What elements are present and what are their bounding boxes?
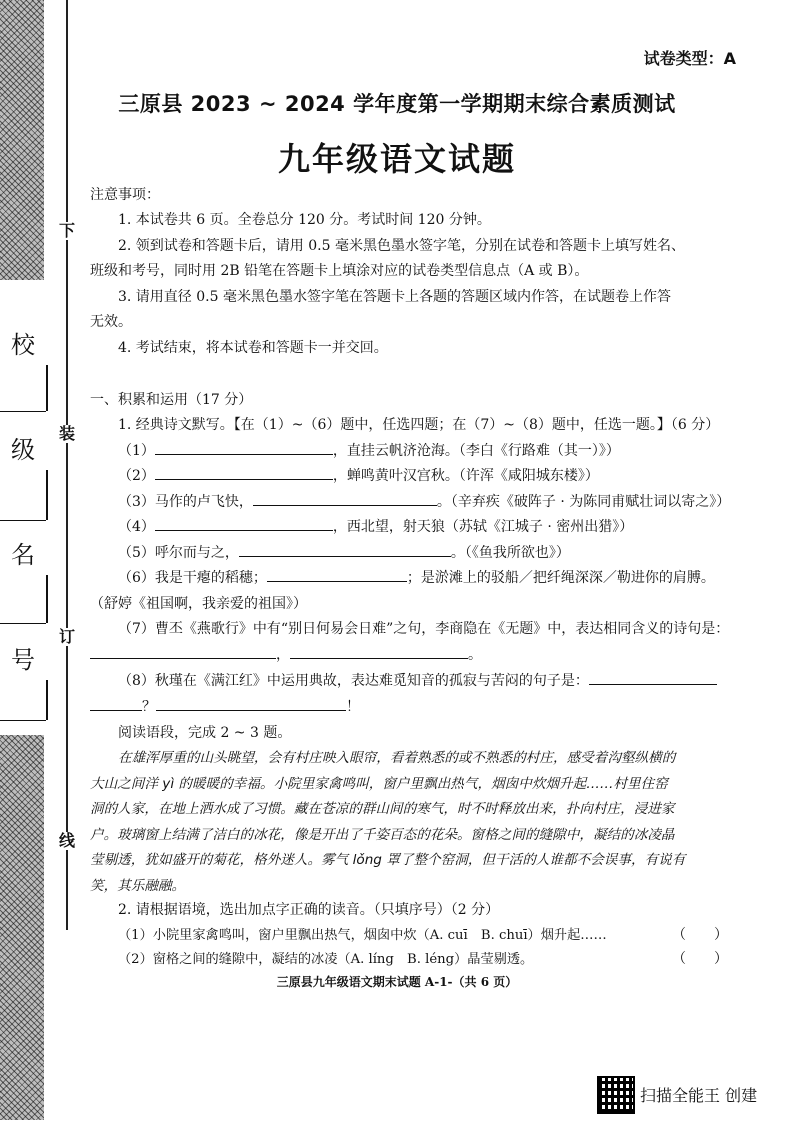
side-field-line [46, 575, 48, 623]
side-field-border [0, 470, 46, 521]
item-text: ，西北望，射天狼（苏轼《江城子 · 密州出猎》） [332, 519, 634, 535]
answer-blank[interactable] [290, 644, 468, 659]
section-heading: 一、积累和运用（17 分） [90, 392, 253, 408]
answer-blank[interactable] [155, 465, 333, 480]
gutter-char-xian: 线 [58, 831, 75, 850]
passage-line: 莹剔透，犹如盛开的菊花，格外迷人。雾气 lǒng 罩了整个窑洞，但干活的人谁都不会误事，有说有 [90, 852, 686, 868]
side-label-school: 校 [11, 331, 35, 359]
q1-item-1 [118, 440, 620, 460]
q1-item-2 [118, 465, 599, 485]
answer-blank[interactable] [155, 516, 333, 531]
passage-line: 洞的人家，在地上洒水成了习惯。藏在苍凉的群山间的寒气，时不时释放出来，扑向村庄，浸进家 [90, 801, 675, 817]
q1-item-6 [118, 567, 715, 587]
item-text: ？ [142, 699, 156, 715]
passage-line: 笑，其乐融融。 [90, 878, 186, 894]
q1-item-5 [118, 542, 570, 562]
answer-blank[interactable] [90, 696, 142, 711]
side-label-class: 级 [11, 436, 35, 464]
note-2b: 班级和考号，同时用 2B 铅笔在答题卡上填涂对应的试卷类型信息点（A 或 B）。 [90, 263, 589, 279]
item-text: （3）马作的卢飞快， [118, 494, 253, 510]
item-number: （2） [118, 468, 155, 484]
gutter-char-ding: 订 [58, 627, 75, 646]
q1-item-8-answer [90, 696, 360, 716]
note-2a: 2. 领到试卷和答题卡后，请用 0.5 毫米黑色墨水签字笔，分别在试卷和答题卡上填写姓名、 [118, 238, 685, 254]
item-text: ，直挂云帆济沧海。（李白《行路难（其一）》） [332, 443, 620, 459]
side-field-border [0, 365, 46, 412]
q1-item-7-answer [90, 644, 482, 664]
item-number: （4） [118, 519, 155, 535]
item-text: 。 [468, 647, 482, 663]
q1-stem: 1. 经典诗文默写。【在（1）~（6）题中，任选四题；在（7）~（8）题中，任选一题。】（6 分） [118, 417, 720, 433]
gutter-char-zhuang: 装 [58, 424, 75, 443]
passage-line: 户。玻璃窗上结满了洁白的冰花，像是开出了千姿百态的花朵。窗格之间的缝隙中，凝结的冰凌晶 [90, 827, 675, 843]
scanner-watermark: 扫描全能王 创建 [640, 1086, 758, 1105]
side-field-line [46, 680, 48, 720]
exam-title: 三原县 2023 ~ 2024 学年度第一学期期末综合素质测试 [118, 92, 676, 116]
note-3b: 无效。 [90, 314, 132, 330]
q2-item-2: （2）窗格之间的缝隙中，凝结的冰凌（A. líng B. léng）晶莹剔透。 [118, 952, 534, 967]
qr-code-icon [597, 1076, 635, 1114]
reading-intro: 阅读语段，完成 2 ~ 3 题。 [118, 725, 292, 741]
side-label-name: 名 [11, 541, 35, 569]
note-1: 1. 本试卷共 6 页。全卷总分 120 分。考试时间 120 分钟。 [118, 212, 491, 228]
note-4: 4. 考试结束，将本试卷和答题卡一并交回。 [118, 340, 388, 356]
notes-heading: 注意事项： [90, 187, 160, 203]
note-3a: 3. 请用直径 0.5 毫米黑色墨水签字笔在答题卡上各题的答题区域内作答，在试题卷上作答 [118, 289, 671, 305]
item-text: ，蝉鸣黄叶汉宫秋。（许浑《咸阳城东楼》） [332, 468, 599, 484]
q1-item-4 [118, 516, 633, 536]
side-field-border [0, 575, 46, 624]
answer-blank[interactable] [253, 491, 437, 506]
item-number: （1） [118, 443, 155, 459]
answer-paren-2[interactable]: （ ） [672, 951, 728, 967]
q1-item-6-source: （舒婷《祖国啊，我亲爱的祖国》） [90, 596, 307, 612]
answer-paren-1[interactable]: （ ） [672, 927, 728, 943]
answer-blank[interactable] [267, 567, 407, 582]
item-text: 。（《鱼我所欲也》） [450, 545, 570, 561]
answer-blank[interactable] [239, 542, 451, 557]
page-footer: 三原县九年级语文期末试题 A-1-（共 6 页） [276, 975, 518, 989]
item-text: ， [276, 647, 290, 663]
q1-item-7: （7）曹丕《燕歌行》中有“别日何易会日难”之句，李商隐在《无题》中，表达相同含义的诗句是： [118, 621, 730, 637]
paper-type: 试卷类型：A [643, 49, 736, 68]
side-field-line [46, 365, 48, 411]
q1-item-8 [118, 670, 717, 690]
q2-item-1: （1）小院里家禽鸣叫，窗户里飘出热气，烟囱中炊（A. cuī B. chuī）烟升起…… [118, 928, 607, 943]
answer-blank[interactable] [589, 670, 717, 685]
side-label-number: 号 [11, 646, 35, 674]
answer-blank[interactable] [155, 440, 333, 455]
answer-blank[interactable] [156, 696, 346, 711]
q1-item-3 [118, 491, 730, 511]
gutter-char-xia: 下 [58, 221, 75, 240]
side-field-border [0, 680, 46, 721]
passage-line: 大山之间洋 yì 的暖暖的幸福。小院里家禽鸣叫，窗户里飘出热气，烟囱中炊烟升起……村里住窑 [90, 776, 668, 792]
item-text: （8）秋瑾在《满江红》中运用典故，表达难觅知音的孤寂与苦闷的句子是： [118, 673, 589, 689]
side-field-line [46, 470, 48, 520]
gutter-hatch-bottom [0, 735, 44, 1120]
item-text: ！ [346, 699, 360, 715]
item-text: （5）呼尔而与之， [118, 545, 239, 561]
item-text: （6）我是干瘪的稻穗； [118, 570, 267, 586]
passage-line: 在雄浑厚重的山头眺望，会有村庄映入眼帘，看着熟悉的或不熟悉的村庄，感受着沟壑纵横的 [118, 750, 676, 766]
answer-blank[interactable] [90, 644, 276, 659]
item-text: 。（辛弃疾《破阵子 · 为陈同甫赋壮词以寄之》） [436, 494, 731, 510]
q2-stem: 2. 请根据语境，选出加点字正确的读音。（只填序号）（2 分） [118, 902, 500, 918]
item-text: ；是淤滩上的驳船／把纤绳深深／勒进你的肩膊。 [406, 570, 715, 586]
subject-title: 九年级语文试题 [277, 140, 516, 178]
